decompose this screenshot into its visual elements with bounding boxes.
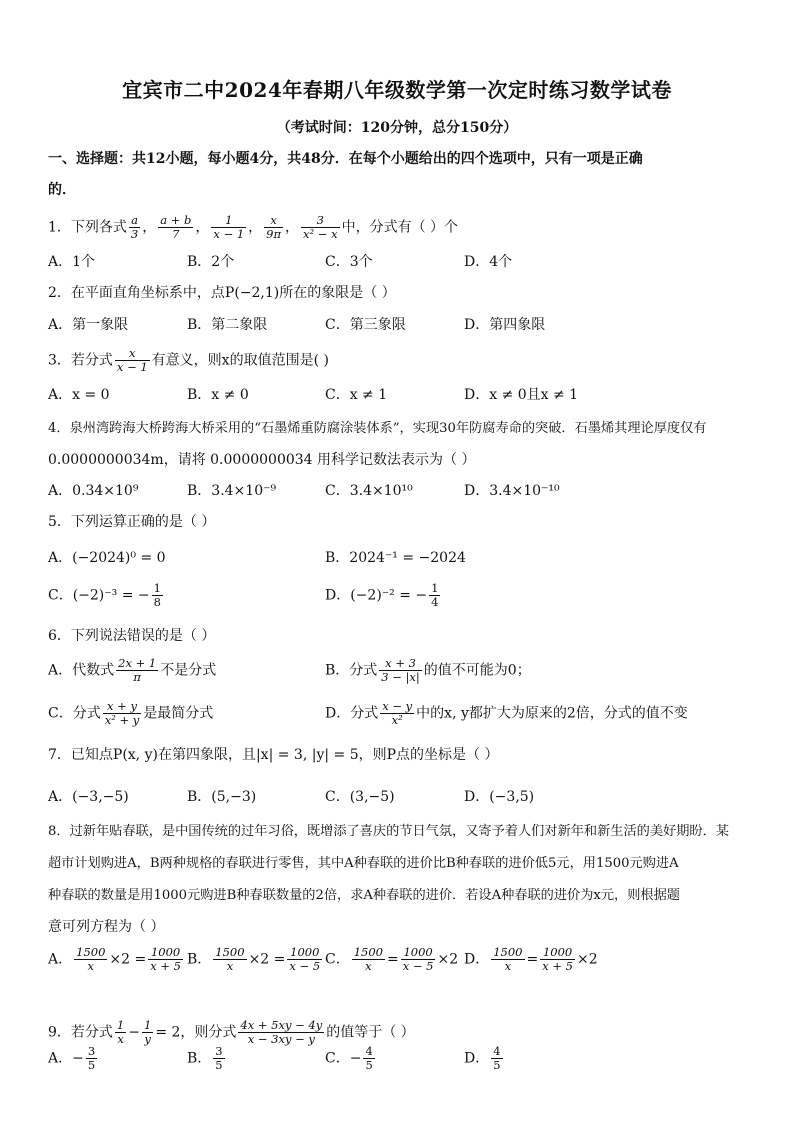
q2-option-c[interactable]: C．第三象限 bbox=[325, 317, 406, 333]
q1-option-c[interactable]: C．3个 bbox=[325, 254, 373, 270]
question-4-line-2: 0.0000000034m，请将 0.0000000034 用科学记数法表示为（ ） bbox=[48, 452, 476, 468]
q5-option-b[interactable]: B．2024⁻¹ = −2024 bbox=[325, 550, 466, 566]
q1-prefix: 1．下列各式 bbox=[48, 219, 127, 236]
question-8-line-4: 意可列方程为（ ） bbox=[48, 919, 165, 935]
question-8-line-1: 8．过新年贴春联，是中国传统的过年习俗，既增添了喜庆的节日气氛，又寄予着人们对新年和新生活的美好期盼．某 bbox=[48, 824, 729, 839]
q4-option-a[interactable]: A．0.34×10⁹ bbox=[48, 483, 139, 499]
q9-option-b[interactable]: B． $\frac{3}{5}$ bbox=[187, 1044, 223, 1072]
q1-fraction-4: $\frac{x}{9\pi}$ bbox=[266, 213, 282, 241]
q6-option-b[interactable]: B．分式 $\frac{x + 3}{3 - |x|}$ 的值不可能为0； bbox=[325, 656, 531, 684]
question-6: 6．下列说法错误的是（ ） bbox=[48, 628, 216, 644]
q3-option-a[interactable]: A．x = 0 bbox=[48, 387, 110, 403]
q8-option-d[interactable]: D． $\frac{1500}{x}$ = $\frac{1000}{x + 5}$ ×2 bbox=[464, 945, 598, 973]
q3-fraction: $\frac{x}{x - 1}$ bbox=[116, 346, 148, 374]
question-2: 2．在平面直角坐标系中，点P(−2,1)所在的象限是（ ） bbox=[48, 285, 396, 301]
q2-option-d[interactable]: D．第四象限 bbox=[464, 317, 546, 333]
question-8-line-2: 超市计划购进A，B两种规格的春联进行零售，其中A种春联的进价比B种春联的进价低5元，用1500元购进A bbox=[48, 856, 679, 871]
q3-option-d[interactable]: D．x ≠ 0且x ≠ 1 bbox=[464, 387, 579, 403]
q7-option-b[interactable]: B．(5,−3) bbox=[187, 789, 257, 805]
q7-option-a[interactable]: A．(−3,−5) bbox=[48, 789, 129, 805]
q9-option-d[interactable]: D． $\frac{4}{5}$ bbox=[464, 1044, 501, 1072]
q5-option-c[interactable]: C．(−2)⁻³ = − $\frac{1}{8}$ bbox=[48, 581, 161, 609]
question-8-line-3: 种春联的数量是用1000元购进B种春联数量的2倍，求A种春联的进价．若设A种春联的进价为x元，则根据题 bbox=[48, 888, 680, 903]
q2-option-a[interactable]: A．第一象限 bbox=[48, 317, 129, 333]
q1-suffix: 中，分式有（ ）个 bbox=[341, 219, 459, 236]
q1-option-a[interactable]: A．1个 bbox=[48, 254, 96, 270]
q6-option-c[interactable]: C．分式 $\frac{x + y}{\text{x² + y}}$ 是最简分式 bbox=[48, 699, 214, 727]
q1-fraction-1: $\frac{a}{3}$ bbox=[130, 213, 139, 241]
exam-title: 宜宾市二中2024年春期八年级数学第一次定时练习数学试卷 bbox=[122, 78, 672, 102]
section-heading-cont: 的． bbox=[48, 182, 76, 198]
q8-option-b[interactable]: B． $\frac{1500}{x}$ ×2 = $\frac{1000}{x - 5}$ bbox=[187, 945, 321, 973]
question-9: 9．若分式 $\frac{1}{x}$ − $\frac{1}{y}$ = 2，则分式 $\frac{4x + 5xy - 4y}{x - 3xy - y}$ 的值等于（ ） bbox=[48, 1018, 415, 1046]
q6-option-a[interactable]: A．代数式 $\frac{2x + 1}{\pi}$ 不是分式 bbox=[48, 656, 217, 684]
q8-option-a[interactable]: A． $\frac{1500}{x}$ ×2 = $\frac{1000}{x + 5}$ bbox=[48, 945, 181, 973]
q4-option-d[interactable]: D．3.4×10⁻¹⁰ bbox=[464, 483, 560, 499]
exam-subtitle: （考试时间：120分钟，总分150分） bbox=[276, 120, 518, 136]
q1-option-d[interactable]: D．4个 bbox=[464, 254, 513, 270]
q6-option-d[interactable]: D．分式 $\frac{x - y}{\text{x²}}$ 中的x, y都扩大为原来的2倍，分式的值不变 bbox=[325, 699, 688, 727]
q8-option-c[interactable]: C． $\frac{1500}{x}$ = $\frac{1000}{x - 5}$ ×2 bbox=[325, 945, 459, 973]
q3-option-b[interactable]: B．x ≠ 0 bbox=[187, 387, 249, 403]
q9-option-c[interactable]: C．− $\frac{4}{5}$ bbox=[325, 1044, 373, 1072]
q3-option-c[interactable]: C．x ≠ 1 bbox=[325, 387, 388, 403]
question-1: 1．下列各式 $\frac{a}{3}$ ， $\frac{a + b}{7}$ ， $\frac{1}{x - 1}$ ， $\frac{x}{9\pi}$ ， $\frac{3}{\text{x² − x}}$ 中，分式有（ ）个 bbox=[48, 213, 459, 241]
q9-option-a[interactable]: A．− $\frac{3}{5}$ bbox=[48, 1044, 96, 1072]
question-3: 3．若分式 $\frac{x}{x - 1}$ 有意义，则x的取值范围是( ) bbox=[48, 346, 329, 374]
question-5: 5．下列运算正确的是（ ） bbox=[48, 514, 216, 530]
q5-option-d[interactable]: D．(−2)⁻² = − $\frac{1}{4}$ bbox=[325, 581, 439, 609]
question-7: 7．已知点P(x, y)在第四象限，且|x| = 3, |y| = 5，则P点的坐标是（ ） bbox=[48, 747, 499, 763]
q1-fraction-2: $\frac{a + b}{7}$ bbox=[160, 213, 192, 241]
q7-option-c[interactable]: C．(3,−5) bbox=[325, 789, 395, 805]
q1-option-b[interactable]: B．2个 bbox=[187, 254, 235, 270]
section-heading: 一、选择题：共12小题，每小题4分，共48分．在每个小题给出的四个选项中，只有一项是正确 bbox=[48, 151, 643, 167]
q1-fraction-5: $\frac{3}{\text{x² − x}}$ bbox=[303, 213, 338, 241]
q7-option-d[interactable]: D．(−3,5) bbox=[464, 789, 535, 805]
q5-option-a[interactable]: A．(−2024)⁰ = 0 bbox=[48, 550, 166, 566]
q1-fraction-3: $\frac{1}{x - 1}$ bbox=[213, 213, 245, 241]
question-4-line-1: 4．泉州湾跨海大桥跨海大桥采用的“石墨烯重防腐涂装体系”，实现30年防腐寿命的突破．石墨烯其理论厚度仅有 bbox=[48, 421, 707, 436]
q2-option-b[interactable]: B．第二象限 bbox=[187, 317, 268, 333]
q4-option-b[interactable]: B．3.4×10⁻⁹ bbox=[187, 483, 277, 499]
q4-option-c[interactable]: C．3.4×10¹⁰ bbox=[325, 483, 413, 499]
